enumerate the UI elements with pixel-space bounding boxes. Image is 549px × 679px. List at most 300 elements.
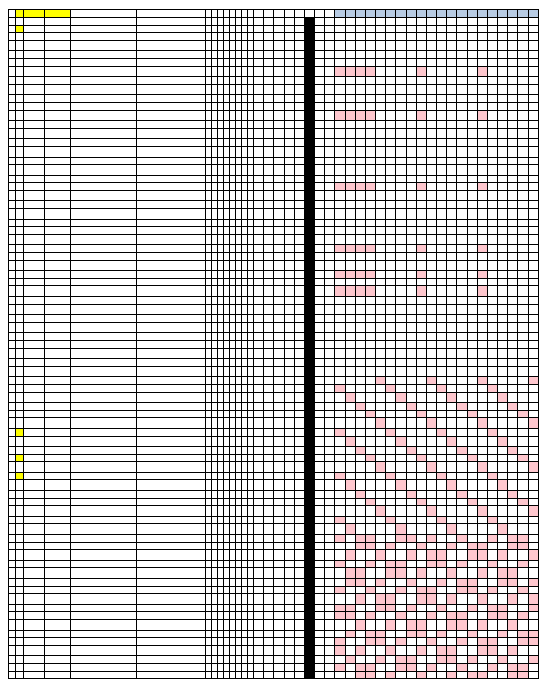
table-cell[interactable] xyxy=(24,384,45,392)
table-cell[interactable] xyxy=(396,84,406,95)
table-cell[interactable] xyxy=(508,139,518,147)
table-cell[interactable] xyxy=(365,139,375,147)
table-cell[interactable] xyxy=(9,498,16,506)
table-cell[interactable] xyxy=(294,403,304,411)
table-cell[interactable] xyxy=(71,619,137,630)
table-cell[interactable] xyxy=(284,454,294,462)
table-cell[interactable] xyxy=(45,535,71,543)
table-cell[interactable] xyxy=(416,359,426,367)
table-cell[interactable] xyxy=(406,630,416,638)
table-cell[interactable] xyxy=(396,58,406,66)
table-cell[interactable] xyxy=(137,260,206,271)
table-cell[interactable] xyxy=(406,454,416,462)
table-cell[interactable] xyxy=(518,604,528,612)
table-cell[interactable] xyxy=(274,560,284,568)
table-cell[interactable] xyxy=(487,377,497,385)
table-cell[interactable] xyxy=(457,480,467,491)
table-cell[interactable] xyxy=(487,560,497,568)
table-cell[interactable] xyxy=(274,110,284,121)
table-cell[interactable] xyxy=(487,454,497,462)
table-cell[interactable] xyxy=(137,84,206,95)
table-cell[interactable] xyxy=(45,619,71,630)
table-cell[interactable] xyxy=(9,201,16,209)
table-cell[interactable] xyxy=(406,410,416,418)
table-cell[interactable] xyxy=(365,18,375,26)
table-cell[interactable] xyxy=(335,392,345,403)
column-header[interactable] xyxy=(518,10,528,18)
column-header[interactable] xyxy=(447,10,457,18)
table-cell[interactable] xyxy=(376,560,386,568)
table-cell[interactable] xyxy=(528,165,538,176)
table-cell[interactable] xyxy=(416,209,426,220)
table-cell[interactable] xyxy=(355,201,365,209)
table-cell[interactable] xyxy=(264,418,274,429)
table-cell[interactable] xyxy=(416,462,426,473)
table-cell[interactable] xyxy=(518,436,528,447)
table-cell[interactable] xyxy=(416,121,426,129)
table-cell[interactable] xyxy=(294,77,304,85)
table-cell[interactable] xyxy=(345,271,355,279)
table-cell[interactable] xyxy=(71,102,137,110)
table-cell[interactable] xyxy=(274,436,284,447)
table-cell[interactable] xyxy=(24,183,45,191)
table-cell[interactable] xyxy=(304,51,314,59)
table-cell[interactable] xyxy=(416,183,426,191)
table-cell[interactable] xyxy=(274,77,284,85)
table-cell[interactable] xyxy=(355,560,365,568)
table-cell[interactable] xyxy=(518,322,528,333)
table-cell[interactable] xyxy=(345,278,355,286)
table-cell[interactable] xyxy=(16,359,24,367)
table-cell[interactable] xyxy=(274,535,284,543)
table-cell[interactable] xyxy=(16,480,24,491)
table-cell[interactable] xyxy=(9,480,16,491)
table-cell[interactable] xyxy=(508,77,518,85)
table-cell[interactable] xyxy=(396,333,406,341)
table-cell[interactable] xyxy=(315,436,325,447)
table-cell[interactable] xyxy=(396,245,406,253)
table-cell[interactable] xyxy=(355,110,365,121)
table-cell[interactable] xyxy=(264,671,274,679)
table-cell[interactable] xyxy=(498,121,508,129)
table-cell[interactable] xyxy=(345,304,355,315)
table-cell[interactable] xyxy=(284,403,294,411)
table-cell[interactable] xyxy=(386,604,396,612)
table-cell[interactable] xyxy=(284,560,294,568)
table-cell[interactable] xyxy=(447,18,457,26)
table-cell[interactable] xyxy=(528,586,538,594)
table-cell[interactable] xyxy=(335,33,345,41)
table-cell[interactable] xyxy=(254,472,264,480)
table-cell[interactable] xyxy=(518,568,528,579)
table-cell[interactable] xyxy=(9,568,16,579)
table-cell[interactable] xyxy=(528,524,538,535)
table-cell[interactable] xyxy=(355,234,365,245)
table-cell[interactable] xyxy=(304,66,314,77)
table-cell[interactable] xyxy=(528,253,538,261)
table-cell[interactable] xyxy=(71,183,137,191)
table-cell[interactable] xyxy=(447,410,457,418)
table-cell[interactable] xyxy=(9,286,16,297)
table-cell[interactable] xyxy=(315,190,325,201)
table-cell[interactable] xyxy=(254,377,264,385)
table-cell[interactable] xyxy=(71,663,137,671)
table-cell[interactable] xyxy=(528,322,538,333)
table-cell[interactable] xyxy=(518,110,528,121)
table-cell[interactable] xyxy=(264,491,274,499)
table-cell[interactable] xyxy=(376,436,386,447)
table-cell[interactable] xyxy=(304,359,314,367)
table-cell[interactable] xyxy=(335,506,345,517)
table-cell[interactable] xyxy=(498,428,508,436)
table-cell[interactable] xyxy=(447,491,457,499)
table-cell[interactable] xyxy=(457,506,467,517)
table-cell[interactable] xyxy=(467,146,477,157)
table-cell[interactable] xyxy=(365,84,375,95)
table-cell[interactable] xyxy=(528,227,538,235)
table-cell[interactable] xyxy=(426,278,436,286)
table-cell[interactable] xyxy=(376,392,386,403)
column-header[interactable] xyxy=(386,10,396,18)
table-cell[interactable] xyxy=(467,333,477,341)
table-cell[interactable] xyxy=(284,568,294,579)
table-cell[interactable] xyxy=(16,392,24,403)
table-cell[interactable] xyxy=(315,359,325,367)
table-cell[interactable] xyxy=(24,491,45,499)
table-cell[interactable] xyxy=(9,333,16,341)
table-cell[interactable] xyxy=(16,671,24,679)
table-cell[interactable] xyxy=(416,128,426,139)
table-cell[interactable] xyxy=(406,18,416,26)
table-cell[interactable] xyxy=(9,472,16,480)
table-cell[interactable] xyxy=(365,315,375,323)
table-cell[interactable] xyxy=(447,201,457,209)
table-cell[interactable] xyxy=(16,25,24,33)
table-cell[interactable] xyxy=(376,480,386,491)
table-cell[interactable] xyxy=(498,51,508,59)
table-cell[interactable] xyxy=(518,25,528,33)
table-cell[interactable] xyxy=(386,146,396,157)
table-cell[interactable] xyxy=(498,418,508,429)
table-cell[interactable] xyxy=(467,348,477,359)
table-cell[interactable] xyxy=(315,121,325,129)
table-cell[interactable] xyxy=(365,619,375,630)
table-cell[interactable] xyxy=(304,428,314,436)
table-cell[interactable] xyxy=(396,645,406,656)
table-cell[interactable] xyxy=(335,333,345,341)
table-cell[interactable] xyxy=(447,110,457,121)
table-cell[interactable] xyxy=(365,102,375,110)
table-cell[interactable] xyxy=(325,516,335,524)
table-cell[interactable] xyxy=(508,516,518,524)
table-cell[interactable] xyxy=(304,322,314,333)
table-cell[interactable] xyxy=(355,410,365,418)
table-cell[interactable] xyxy=(45,454,71,462)
table-cell[interactable] xyxy=(304,579,314,587)
table-cell[interactable] xyxy=(498,227,508,235)
table-cell[interactable] xyxy=(315,535,325,543)
table-cell[interactable] xyxy=(437,428,447,436)
table-cell[interactable] xyxy=(264,579,274,587)
table-cell[interactable] xyxy=(518,58,528,66)
table-cell[interactable] xyxy=(386,410,396,418)
table-cell[interactable] xyxy=(467,95,477,103)
table-cell[interactable] xyxy=(325,77,335,85)
table-cell[interactable] xyxy=(365,33,375,41)
table-cell[interactable] xyxy=(447,418,457,429)
table-cell[interactable] xyxy=(294,663,304,671)
table-cell[interactable] xyxy=(457,516,467,524)
table-cell[interactable] xyxy=(498,516,508,524)
table-cell[interactable] xyxy=(24,18,45,26)
table-cell[interactable] xyxy=(508,550,518,561)
table-cell[interactable] xyxy=(477,278,487,286)
table-cell[interactable] xyxy=(386,333,396,341)
table-cell[interactable] xyxy=(16,157,24,165)
table-cell[interactable] xyxy=(325,410,335,418)
table-cell[interactable] xyxy=(396,550,406,561)
table-cell[interactable] xyxy=(487,447,497,455)
table-cell[interactable] xyxy=(406,524,416,535)
table-cell[interactable] xyxy=(315,33,325,41)
table-cell[interactable] xyxy=(457,278,467,286)
table-cell[interactable] xyxy=(498,568,508,579)
table-cell[interactable] xyxy=(335,645,345,656)
table-cell[interactable] xyxy=(284,253,294,261)
table-cell[interactable] xyxy=(437,175,447,183)
table-cell[interactable] xyxy=(137,278,206,286)
table-cell[interactable] xyxy=(45,656,71,664)
table-cell[interactable] xyxy=(365,560,375,568)
table-cell[interactable] xyxy=(477,454,487,462)
table-cell[interactable] xyxy=(498,322,508,333)
table-cell[interactable] xyxy=(137,535,206,543)
table-cell[interactable] xyxy=(137,630,206,638)
table-cell[interactable] xyxy=(16,491,24,499)
table-cell[interactable] xyxy=(9,579,16,587)
table-cell[interactable] xyxy=(416,436,426,447)
table-cell[interactable] xyxy=(426,33,436,41)
table-cell[interactable] xyxy=(498,175,508,183)
table-cell[interactable] xyxy=(264,377,274,385)
table-cell[interactable] xyxy=(9,454,16,462)
table-cell[interactable] xyxy=(437,190,447,201)
table-cell[interactable] xyxy=(416,619,426,630)
table-cell[interactable] xyxy=(365,472,375,480)
table-cell[interactable] xyxy=(254,384,264,392)
table-cell[interactable] xyxy=(406,638,416,646)
table-cell[interactable] xyxy=(426,535,436,543)
table-cell[interactable] xyxy=(508,121,518,129)
table-cell[interactable] xyxy=(304,560,314,568)
table-cell[interactable] xyxy=(376,498,386,506)
table-cell[interactable] xyxy=(386,550,396,561)
table-cell[interactable] xyxy=(386,190,396,201)
table-cell[interactable] xyxy=(487,340,497,348)
table-cell[interactable] xyxy=(325,619,335,630)
table-cell[interactable] xyxy=(335,297,345,305)
table-cell[interactable] xyxy=(264,121,274,129)
table-cell[interactable] xyxy=(406,253,416,261)
table-cell[interactable] xyxy=(365,40,375,51)
table-cell[interactable] xyxy=(315,110,325,121)
table-cell[interactable] xyxy=(24,260,45,271)
table-cell[interactable] xyxy=(274,377,284,385)
table-cell[interactable] xyxy=(518,183,528,191)
table-cell[interactable] xyxy=(528,594,538,605)
table-cell[interactable] xyxy=(304,271,314,279)
table-cell[interactable] xyxy=(137,297,206,305)
table-cell[interactable] xyxy=(376,304,386,315)
table-cell[interactable] xyxy=(294,506,304,517)
table-cell[interactable] xyxy=(365,410,375,418)
table-cell[interactable] xyxy=(315,392,325,403)
table-cell[interactable] xyxy=(137,550,206,561)
table-cell[interactable] xyxy=(9,550,16,561)
table-cell[interactable] xyxy=(396,40,406,51)
table-cell[interactable] xyxy=(447,656,457,664)
table-cell[interactable] xyxy=(137,586,206,594)
table-cell[interactable] xyxy=(325,51,335,59)
table-cell[interactable] xyxy=(528,348,538,359)
table-cell[interactable] xyxy=(345,638,355,646)
table-cell[interactable] xyxy=(284,234,294,245)
table-cell[interactable] xyxy=(376,663,386,671)
table-cell[interactable] xyxy=(487,128,497,139)
table-cell[interactable] xyxy=(16,384,24,392)
table-cell[interactable] xyxy=(16,139,24,147)
table-cell[interactable] xyxy=(335,146,345,157)
table-cell[interactable] xyxy=(355,102,365,110)
table-cell[interactable] xyxy=(304,77,314,85)
table-cell[interactable] xyxy=(406,480,416,491)
table-cell[interactable] xyxy=(304,392,314,403)
table-cell[interactable] xyxy=(345,139,355,147)
table-cell[interactable] xyxy=(335,619,345,630)
table-cell[interactable] xyxy=(396,297,406,305)
table-cell[interactable] xyxy=(477,524,487,535)
table-cell[interactable] xyxy=(406,498,416,506)
table-cell[interactable] xyxy=(498,619,508,630)
table-cell[interactable] xyxy=(45,418,71,429)
table-cell[interactable] xyxy=(304,33,314,41)
table-cell[interactable] xyxy=(396,77,406,85)
table-cell[interactable] xyxy=(376,366,386,377)
table-cell[interactable] xyxy=(467,410,477,418)
table-cell[interactable] xyxy=(518,209,528,220)
table-cell[interactable] xyxy=(416,656,426,664)
table-cell[interactable] xyxy=(24,524,45,535)
table-cell[interactable] xyxy=(396,630,406,638)
table-cell[interactable] xyxy=(254,260,264,271)
table-cell[interactable] xyxy=(274,491,284,499)
table-cell[interactable] xyxy=(416,253,426,261)
table-cell[interactable] xyxy=(376,201,386,209)
table-cell[interactable] xyxy=(9,524,16,535)
table-cell[interactable] xyxy=(304,286,314,297)
table-cell[interactable] xyxy=(45,550,71,561)
table-cell[interactable] xyxy=(365,77,375,85)
table-cell[interactable] xyxy=(325,139,335,147)
table-cell[interactable] xyxy=(274,638,284,646)
table-cell[interactable] xyxy=(498,535,508,543)
column-header[interactable] xyxy=(416,10,426,18)
table-cell[interactable] xyxy=(45,102,71,110)
table-cell[interactable] xyxy=(294,322,304,333)
table-cell[interactable] xyxy=(264,403,274,411)
table-cell[interactable] xyxy=(508,146,518,157)
table-cell[interactable] xyxy=(16,102,24,110)
table-cell[interactable] xyxy=(315,297,325,305)
table-cell[interactable] xyxy=(386,480,396,491)
table-cell[interactable] xyxy=(437,260,447,271)
table-cell[interactable] xyxy=(467,102,477,110)
table-cell[interactable] xyxy=(284,384,294,392)
table-cell[interactable] xyxy=(406,491,416,499)
table-cell[interactable] xyxy=(426,560,436,568)
table-cell[interactable] xyxy=(274,286,284,297)
table-cell[interactable] xyxy=(254,33,264,41)
table-cell[interactable] xyxy=(396,612,406,620)
table-cell[interactable] xyxy=(508,157,518,165)
table-cell[interactable] xyxy=(355,77,365,85)
table-cell[interactable] xyxy=(477,359,487,367)
table-cell[interactable] xyxy=(508,506,518,517)
table-cell[interactable] xyxy=(487,175,497,183)
table-cell[interactable] xyxy=(508,384,518,392)
table-cell[interactable] xyxy=(437,348,447,359)
table-cell[interactable] xyxy=(518,253,528,261)
table-cell[interactable] xyxy=(137,322,206,333)
table-cell[interactable] xyxy=(426,568,436,579)
table-cell[interactable] xyxy=(386,183,396,191)
table-cell[interactable] xyxy=(325,579,335,587)
table-cell[interactable] xyxy=(498,410,508,418)
table-cell[interactable] xyxy=(528,377,538,385)
table-cell[interactable] xyxy=(45,121,71,129)
table-cell[interactable] xyxy=(416,348,426,359)
table-cell[interactable] xyxy=(437,219,447,227)
table-cell[interactable] xyxy=(508,366,518,377)
table-cell[interactable] xyxy=(315,506,325,517)
table-cell[interactable] xyxy=(345,462,355,473)
table-cell[interactable] xyxy=(416,201,426,209)
table-cell[interactable] xyxy=(16,121,24,129)
table-cell[interactable] xyxy=(254,175,264,183)
table-cell[interactable] xyxy=(365,447,375,455)
table-cell[interactable] xyxy=(477,480,487,491)
table-cell[interactable] xyxy=(264,594,274,605)
table-cell[interactable] xyxy=(467,40,477,51)
table-cell[interactable] xyxy=(416,175,426,183)
table-cell[interactable] xyxy=(396,366,406,377)
table-cell[interactable] xyxy=(315,524,325,535)
table-cell[interactable] xyxy=(396,278,406,286)
table-cell[interactable] xyxy=(467,436,477,447)
table-cell[interactable] xyxy=(45,110,71,121)
table-cell[interactable] xyxy=(315,260,325,271)
table-cell[interactable] xyxy=(528,95,538,103)
table-cell[interactable] xyxy=(426,271,436,279)
table-cell[interactable] xyxy=(376,550,386,561)
table-cell[interactable] xyxy=(325,663,335,671)
table-cell[interactable] xyxy=(406,516,416,524)
table-cell[interactable] xyxy=(416,560,426,568)
table-cell[interactable] xyxy=(335,227,345,235)
table-cell[interactable] xyxy=(406,121,416,129)
table-cell[interactable] xyxy=(386,645,396,656)
table-cell[interactable] xyxy=(274,498,284,506)
